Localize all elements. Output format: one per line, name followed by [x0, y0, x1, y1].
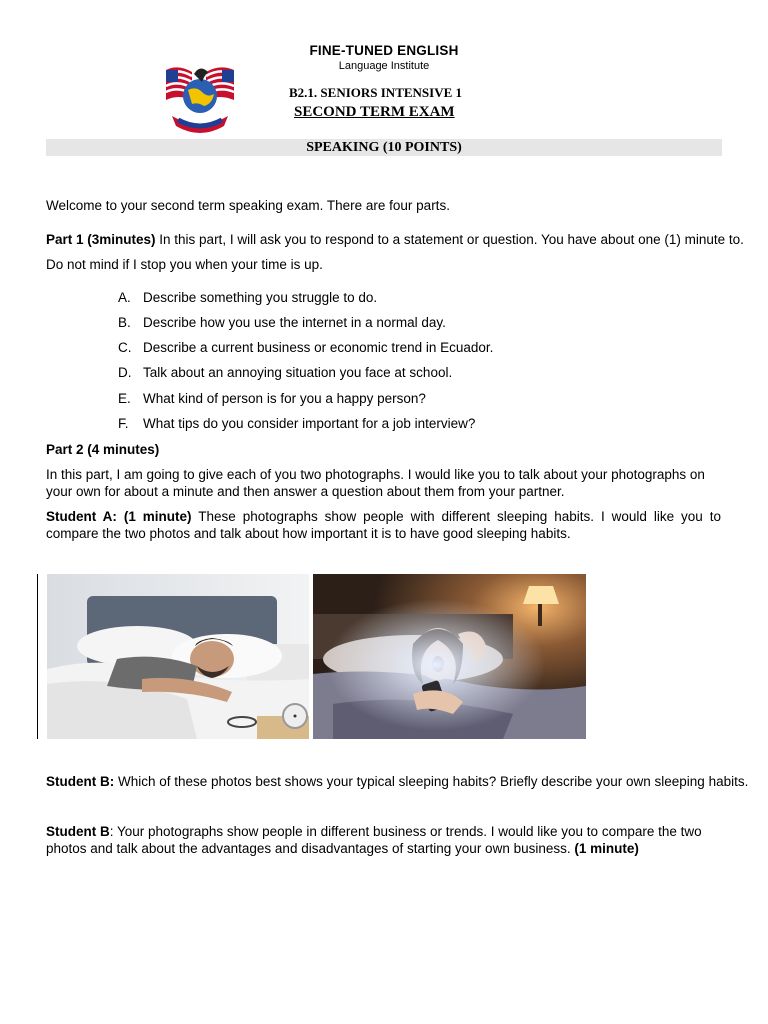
student-b-text: Which of these photos best shows your typical sleeping habits? Briefly describe your own sleeping habits. — [114, 774, 749, 789]
list-item — [118, 339, 493, 356]
margin-line — [37, 574, 38, 739]
list-text: Describe something you struggle to do. — [143, 290, 378, 305]
student-b-line — [46, 773, 748, 790]
list-item — [118, 289, 377, 306]
list-text: Talk about an annoying situation you face at school. — [143, 365, 453, 380]
section-bar — [46, 139, 722, 156]
list-item — [118, 364, 452, 381]
part1-line2: Do not mind if I stop you when your time is up. — [46, 257, 323, 272]
institute-logo — [158, 60, 240, 138]
part2-text: In this part, I am going to give each of you two photographs. I would like you to talk about your photographs on your own for about a minute and then answer a question about them from your partner. — [46, 467, 705, 499]
list-text: What tips do you consider important for a job interview? — [143, 416, 476, 431]
course-title: B2.1. SENIORS INTENSIVE 1 — [289, 85, 463, 100]
student-b-label: Student B: — [46, 774, 115, 789]
institute-subtitle: Language Institute — [338, 60, 430, 72]
part1-line1 — [46, 231, 744, 248]
part1-heading: Part 1 (3minutes) — [46, 232, 156, 247]
list-letter: C. — [118, 340, 132, 355]
student-b2-label: Student B — [46, 824, 110, 839]
list-letter: D. — [118, 365, 132, 380]
part1-text: In this part, I will ask you to respond to a statement or question. You have about one (1) minute to. — [155, 232, 744, 247]
student-b2-text: : Your photographs show people in different business or trends. I would like you to compare the two photos and talk about the advantages and disadvantages of starting your own business. — [46, 824, 702, 856]
list-text: Describe a current business or economic trend in Ecuador. — [143, 340, 494, 355]
part2-heading: Part 2 (4 minutes) — [46, 442, 160, 457]
list-item — [118, 314, 446, 331]
photo-man-sleeping — [47, 574, 309, 739]
student-a-text: These photographs show people with different sleeping habits. I would like you to compare the two photos and talk about how important it is to have good sleeping habits. — [46, 509, 721, 541]
student-a-paragraph — [46, 508, 721, 542]
institute-name: FINE-TUNED ENGLISH — [309, 43, 459, 58]
exam-title: SECOND TERM EXAM — [294, 104, 455, 120]
student-a-label: Student A: (1 minute) — [46, 509, 192, 524]
list-letter: B. — [118, 315, 131, 330]
list-letter: E. — [118, 391, 131, 406]
list-item — [118, 390, 426, 407]
intro-text: Welcome to your second term speaking exam. There are four parts. — [46, 198, 450, 213]
student-b2-duration: (1 minute) — [574, 841, 639, 856]
list-item — [118, 415, 475, 432]
list-letter: A. — [118, 290, 131, 305]
student-b2-paragraph — [46, 823, 718, 857]
list-letter: F. — [118, 416, 129, 431]
photo-woman-phone-night — [313, 574, 586, 739]
section-title: SPEAKING (10 POINTS) — [306, 140, 462, 155]
list-text: What kind of person is for you a happy person? — [143, 391, 426, 406]
list-text: Describe how you use the internet in a normal day. — [143, 315, 446, 330]
